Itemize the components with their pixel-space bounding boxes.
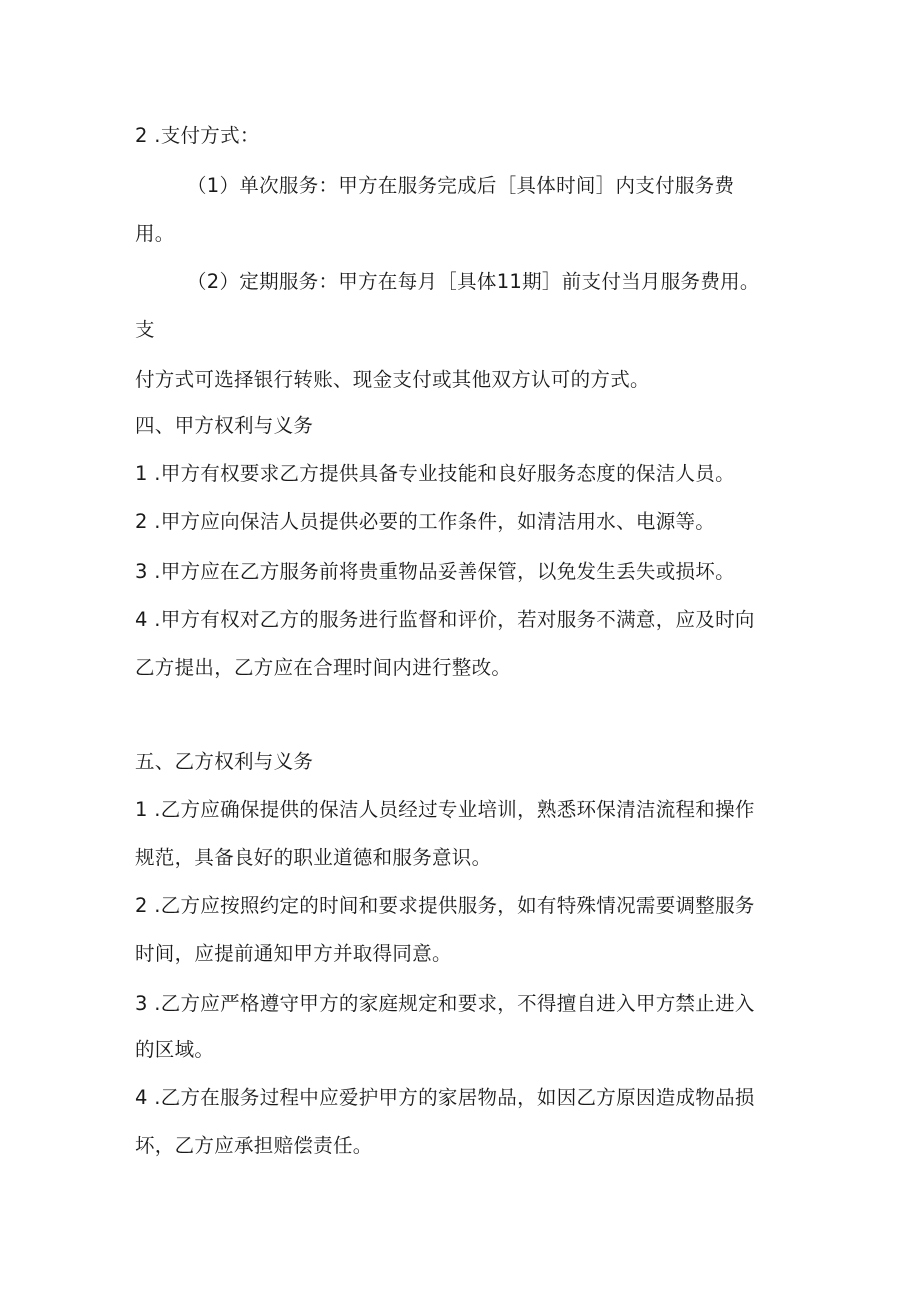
payment-heading: 2 .支付方式： — [135, 124, 260, 147]
party-b-line-7: 4 .乙方在服务过程中应爱护甲方的家居物品，如因乙方原因造成物品损 — [135, 1086, 755, 1109]
party-a-item-2: 2 .甲方应向保洁人员提供必要的工作条件，如清洁用水、电源等。 — [135, 510, 716, 533]
party-b-line-1: 1 .乙方应确保提供的保洁人员经过专业培训，熟悉环保清洁流程和操作 — [135, 798, 755, 821]
party-a-item-3: 3 .甲方应在乙方服务前将贵重物品妥善保管，以免发生丢失或损坏。 — [135, 560, 735, 583]
payment-item-2-line-1: （2）定期服务：甲方在每月［具体11期］前支付当月服务费用。 — [187, 270, 760, 293]
payment-item-1-line-2: 用。 — [135, 222, 175, 245]
section-5-heading: 五、乙方权利与义务 — [135, 750, 314, 773]
payment-item-1-line-1: （1）单次服务：甲方在服务完成后［具体时间］内支付服务费 — [187, 174, 735, 197]
party-a-item-4-cont: 乙方提出，乙方应在合理时间内进行整改。 — [135, 656, 512, 679]
party-b-line-3: 2 .乙方应按照约定的时间和要求提供服务，如有特殊情况需要调整服务 — [135, 894, 755, 917]
payment-methods: 付方式可选择银行转账、现金支付或其他双方认可的方式。 — [135, 368, 650, 391]
party-b-line-4: 时间，应提前通知甲方并取得同意。 — [135, 942, 452, 965]
party-b-line-8: 坏，乙方应承担赔偿责任。 — [135, 1134, 373, 1157]
party-a-item-4: 4 .甲方有权对乙方的服务进行监督和评价，若对服务不满意，应及时向 — [135, 608, 755, 631]
section-4-heading: 四、甲方权利与义务 — [135, 414, 314, 437]
party-a-item-1: 1 .甲方有权要求乙方提供具备专业技能和良好服务态度的保洁人员。 — [135, 462, 735, 485]
payment-item-2-line-2: 支 — [135, 318, 155, 341]
party-b-line-5: 3 .乙方应严格遵守甲方的家庭规定和要求，不得擅自进入甲方禁止进入 — [135, 992, 755, 1015]
party-b-line-2: 规范，具备良好的职业道德和服务意识。 — [135, 846, 492, 869]
party-b-line-6: 的区域。 — [135, 1038, 215, 1061]
